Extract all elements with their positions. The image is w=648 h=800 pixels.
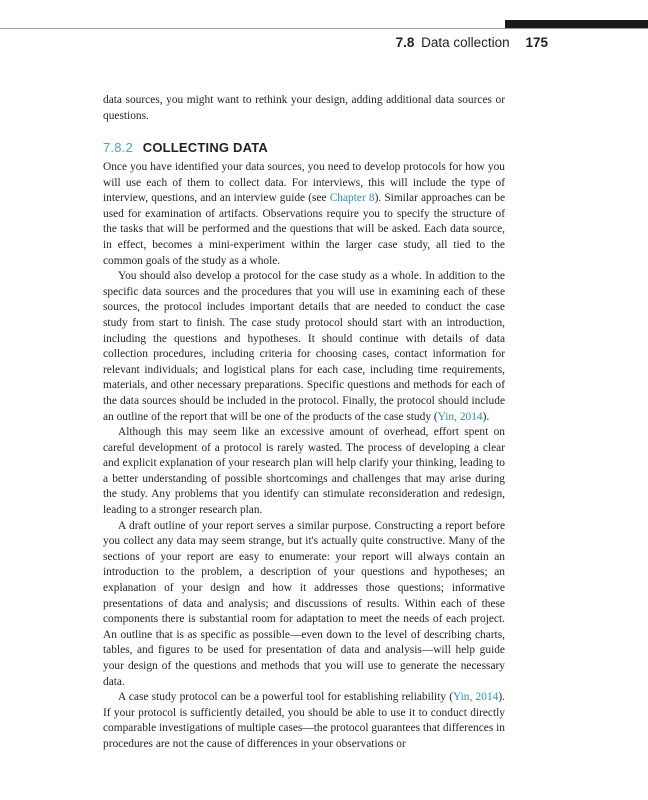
paragraph-2-text-b: ). (482, 410, 490, 423)
chapter-8-link[interactable]: Chapter 8 (329, 192, 375, 205)
paragraph-5-text-b: ). If your protocol is sufficiently detailed, you should be able to use it to conduct directly comparable investigations of multiple cases—the protocol guarantees that differences in procedures are not the cause of differences in your observations or (103, 691, 505, 750)
paragraph-4: A draft outline of your report serves a similar purpose. Constructing a report before you collect any data may seem strange, but it's actually quite constructive. Many of the sections of your report are easy to enumerate: your report will always contain an introduction to the problem, a description of your questions and hypotheses; an explanation of your design and how it addresses those questions; informative presentations of data and analysis; and discussions of results. Within each of these components there is substantial room for adaptation to meet the needs of each project. An outline that is as specific as possible—even down to the level of describing charts, tables, and figures to be used for presentation of data and analysis—will help guide your design of the questions and methods that you will use to generate the necessary data. (103, 519, 505, 688)
paragraph-5 (103, 690, 505, 752)
running-head-section-number: 7.8 (395, 35, 415, 50)
paragraph-1-text-a: Once you have identified your data sources, you need to develop protocols for how you will use each of them to collect data. For interviews, this will include the type of interview, questions, and an interview guide (see (103, 161, 505, 205)
section-title: COLLECTING DATA (142, 140, 269, 155)
section-heading (103, 140, 268, 155)
citation-yin-2014-link-2[interactable]: Yin, 2014 (453, 691, 499, 704)
intro-paragraph: data sources, you might want to rethink your design, adding additional data sources or questions. (103, 94, 505, 122)
page-number: 175 (525, 35, 548, 50)
paragraph-2 (103, 269, 505, 425)
section-number: 7.8.2 (103, 140, 133, 155)
header-rule (0, 28, 648, 29)
citation-yin-2014-link[interactable]: Yin, 2014 (437, 410, 483, 423)
paragraph-2-text-a: You should also develop a protocol for the case study as a whole. In addition to the specific data sources and the procedures that you will use in examining each of these sources, the protocol includes important details that are needed to conduct the case study from start to finish. The case study protocol should start with an introduction, including the questions and hypotheses. It should continue with details of data collection procedures, including criteria for choosing cases, contact information for relevant individuals; and logistical plans for each case, including time requirements, materials, and other necessary preparations. Specific questions and methods for each of the data sources should be included in the protocol. Finally, the protocol should include an outline of the report that will be one of the products of the case study ( (103, 270, 505, 423)
paragraph-3: Although this may seem like an excessive amount of overhead, effort spent on careful development of a protocol is rarely wasted. The process of developing a clear and explicit explanation of your research plan will help clarify your thinking, leading to a better understanding of possible shortcomings and challenges that may arise during the study. Any problems that you identify can stimulate reconsideration and redesign, leading to a stronger research plan. (103, 426, 505, 517)
running-head (396, 35, 548, 50)
paragraph-1-text-b: ). Similar approaches can be used for examination of artifacts. Observations require you to specify the structure of the tasks that will be performed and the questions that will be asked. Each data source, in effect, becomes a mini-experiment within the larger case study, all tied to the common goals of the study as a whole. (103, 192, 505, 267)
running-head-section-title: Data collection (421, 35, 510, 50)
paragraph-1 (103, 160, 505, 269)
intro-text-block (103, 93, 505, 124)
paragraph-5-text-a: A case study protocol can be a powerful tool for establishing reliability ( (118, 691, 453, 704)
main-text-block (103, 160, 505, 753)
